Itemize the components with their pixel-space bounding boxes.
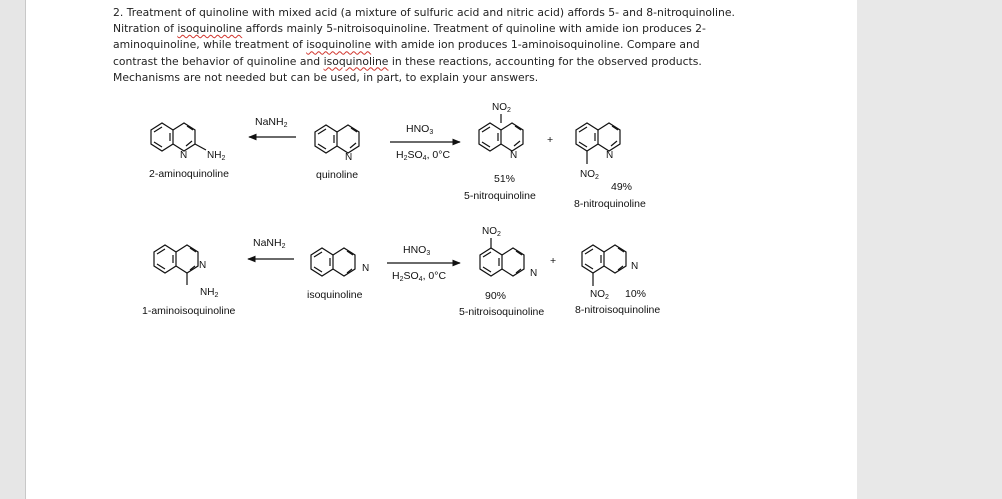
misspelled-word[interactable]: isoquinoline [177, 22, 243, 36]
5-nitroquinoline-label: 5-nitroquinoline [464, 190, 536, 202]
1-aminoisoquinoline-structure [154, 245, 198, 285]
8-nitroisoquinoline-yield: 10% [625, 288, 647, 300]
nitrogen-atom: N [530, 268, 538, 279]
question-line-4-text-b: in these reactions, accounting for the observed products. [388, 54, 702, 68]
nitro-group: $NO_2$ [482, 226, 501, 238]
nitric-acid-reagent: HNO3 [406, 123, 434, 136]
8-nitroisoquinoline-structure [582, 245, 626, 286]
5-nitroisoquinoline-structure [480, 238, 524, 276]
nitrogen-atom: N [345, 152, 353, 163]
8-nitroquinoline-structure [576, 123, 620, 164]
plus-sign: + [550, 255, 557, 267]
8-nitroisoquinoline-label: 8-nitroisoquinoline [575, 304, 661, 316]
2-aminoquinoline-label: 2-aminoquinoline [149, 168, 229, 180]
5-nitroisoquinoline-yield: 90% [485, 290, 507, 302]
quinoline-label: quinoline [316, 169, 359, 181]
question-line-4-text-a: contrast the behavior of quinoline and [113, 54, 324, 68]
question-line-3-text-a: aminoquinoline, while treatment of [113, 38, 307, 52]
5-nitroisoquinoline-label: 5-nitroisoquinoline [459, 306, 545, 318]
misspelled-word[interactable]: isoquinoline [306, 38, 372, 52]
2-aminoquinoline-structure [151, 123, 206, 151]
isoquinoline-structure [311, 248, 355, 276]
sodium-amide-reagent: NaNH2 [253, 237, 286, 250]
sodium-amide-reagent: NaNH2 [255, 116, 288, 129]
nitrogen-atom: N [180, 150, 188, 161]
5-nitroquinoline-yield: 51% [494, 173, 516, 185]
question-line-5-text: Mechanisms are not needed but can be used, in part, to explain your answers. [113, 70, 539, 84]
question-line-2-text-b: affords mainly 5-nitroisoquinoline. Treatment of quinoline with amide ion produces 2- [242, 22, 706, 36]
nitrogen-atom: N [510, 150, 518, 161]
nitrogen-atom: N [362, 263, 370, 274]
question-line-1-text: 2. Treatment of quinoline with mixed acid (a mixture of sulfuric acid and nitric acid) affords 5- and 8-nitroquinoline. [113, 6, 735, 19]
nitric-acid-reagent: HNO3 [403, 244, 431, 257]
5-nitroquinoline-structure [479, 114, 523, 151]
nitro-group: $NO_2$ [590, 289, 609, 301]
question-line-2-text-a: Nitration of [113, 22, 178, 36]
8-nitroquinoline-yield: 49% [611, 181, 633, 193]
plus-sign: + [547, 134, 554, 146]
sulfuric-acid-conditions: H2SO4, 0°C [396, 149, 451, 162]
nitrogen-atom: N [606, 150, 614, 161]
nitro-group: $NO_2$ [580, 169, 599, 181]
nitrogen-atom: N [631, 261, 639, 272]
sulfuric-acid-conditions: H2SO4, 0°C [392, 270, 447, 283]
1-aminoisoquinoline-label: 1-aminoisoquinoline [142, 305, 236, 317]
nitro-group: $NO_2$ [492, 102, 511, 114]
amino-group: $NH_2$ [207, 150, 226, 162]
nitrogen-atom: N [199, 260, 207, 271]
quinoline-structure [315, 125, 359, 153]
misspelled-word[interactable]: isoquinoline [323, 54, 389, 68]
8-nitroquinoline-label: 8-nitroquinoline [574, 198, 646, 210]
question-line-3-text-b: with amide ion produces 1-aminoisoquinoline. Compare and [371, 38, 700, 52]
isoquinoline-label: isoquinoline [307, 289, 363, 301]
amino-group: $NH_2$ [200, 287, 219, 299]
